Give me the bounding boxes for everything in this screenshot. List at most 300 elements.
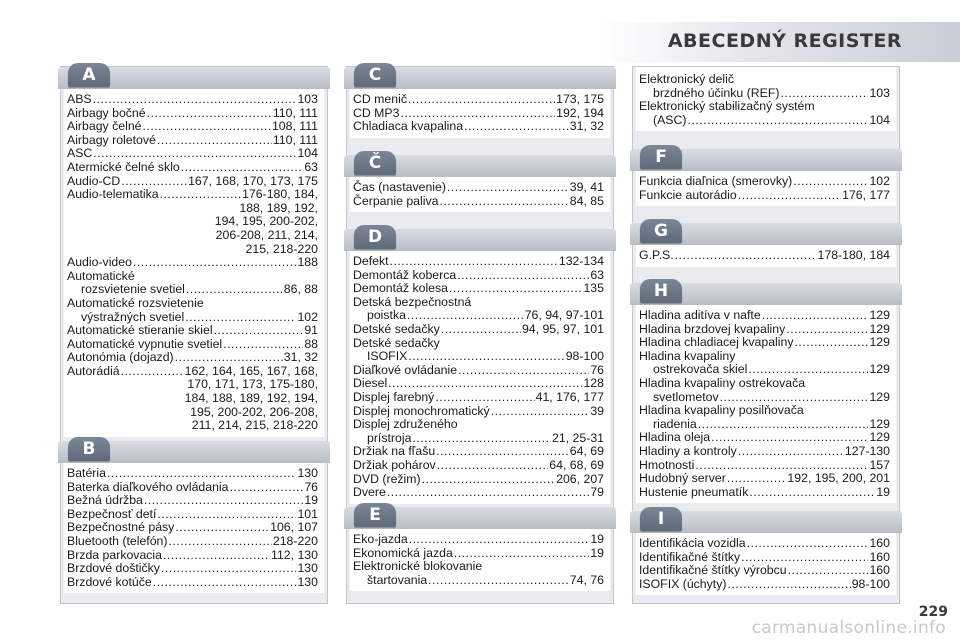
index-entry	[353, 574, 604, 588]
dot-leader	[161, 562, 297, 576]
index-entry-label: Brzdové doštičky	[67, 561, 160, 576]
index-entry-pages: 88	[304, 336, 318, 351]
index-entry-pages: 64, 69	[569, 444, 604, 459]
dot-leader	[449, 282, 582, 296]
index-entry	[67, 93, 318, 107]
dot-leader	[408, 350, 564, 364]
index-entry-label: Audio-video	[67, 255, 132, 270]
dot-leader	[390, 255, 558, 269]
section-e-continued-entries	[636, 67, 896, 131]
index-entry-heading: Elektronické blokovanie	[353, 559, 483, 574]
index-entry-pages: 39	[590, 403, 604, 418]
index-entry	[353, 120, 604, 134]
index-entry	[67, 175, 318, 189]
dot-leader	[153, 576, 297, 590]
dot-leader	[437, 459, 549, 473]
dot-leader	[133, 256, 297, 270]
dot-leader	[720, 391, 869, 405]
index-entry-pages: 86, 88	[283, 282, 318, 297]
dot-leader	[93, 147, 296, 161]
index-entry	[353, 377, 604, 391]
index-entry-pages: 167, 168, 170, 173, 175	[188, 173, 318, 188]
index-entry-heading: Automatické	[67, 268, 135, 283]
index-entry-pages: 192, 195, 200, 201	[787, 471, 890, 486]
dot-leader	[447, 181, 569, 195]
section-d-entries	[350, 251, 610, 504]
index-entry-label: Hladiny a kontroly	[639, 443, 737, 458]
dot-leader	[436, 445, 569, 459]
index-entry	[67, 351, 318, 365]
dot-leader	[698, 418, 869, 432]
index-entry-label: brzdného účinku (REF)	[653, 85, 780, 100]
index-entry-label: CD menič	[353, 92, 407, 106]
index-entry-label: Identifikačné štítky	[639, 549, 741, 564]
index-entry-pages: 39, 41	[569, 180, 604, 194]
index-entry-pages: 160	[869, 549, 890, 564]
index-entry-pages: 74, 76	[569, 572, 604, 587]
section-b-letter: B	[68, 437, 110, 461]
section-g	[633, 223, 899, 267]
dot-leader	[121, 175, 187, 189]
dot-leader	[738, 445, 844, 459]
dot-leader	[387, 486, 590, 500]
section-h-entries	[636, 305, 896, 503]
section-b	[61, 441, 327, 593]
dot-leader	[780, 87, 868, 101]
dot-leader	[157, 508, 296, 522]
section-a-header	[58, 67, 330, 89]
index-entry-pages: 129	[869, 389, 890, 404]
index-entry-pages: 218-220	[272, 533, 318, 548]
index-entry-pages: 91	[304, 323, 318, 338]
dot-leader	[727, 578, 850, 592]
index-entry-label: Diesel	[353, 376, 388, 391]
index-entry-heading: Detské sedačky	[353, 335, 440, 350]
index-entry-pages: 31, 32	[283, 350, 318, 365]
section-c-caron	[347, 155, 613, 212]
index-entry-label: Hladina oleja	[639, 430, 711, 445]
index-entry	[353, 432, 604, 446]
index-entry-pages: 63	[590, 267, 604, 282]
index-entry-pages: 130	[297, 574, 318, 589]
index-entry-pages: 21, 25-31	[552, 430, 604, 445]
index-entry-label: Držiak pohárov	[353, 457, 436, 472]
index-entry-label: Eko-jazda	[353, 532, 408, 546]
index-entry	[639, 537, 890, 551]
index-entry-heading: Elektronický stabilizačný systém	[639, 99, 815, 114]
dot-leader	[795, 336, 869, 350]
section-f-header	[630, 149, 902, 171]
index-entry-pages: 176-180, 184,	[242, 187, 318, 202]
index-entry	[353, 195, 604, 209]
index-entry-pages: 132-134	[558, 254, 604, 268]
index-entry-pages: 178-180, 184	[817, 248, 890, 262]
index-entry-pages: 108, 111	[271, 119, 318, 134]
index-entry	[639, 431, 890, 445]
index-entry-heading: Elektronický delič	[639, 72, 734, 86]
index-entry	[353, 282, 604, 296]
index-entry-pages-continued: 170, 171, 173, 175-180,	[187, 377, 318, 392]
index-entry-label: Detské sedačky	[353, 321, 440, 336]
index-entry-pages-continued: 188, 189, 192,	[239, 200, 318, 215]
index-entry	[67, 521, 318, 535]
dot-leader	[749, 486, 875, 500]
index-entry	[639, 445, 890, 459]
section-b-header	[58, 441, 330, 463]
index-entry-label: Atermické čelné sklo	[67, 159, 180, 174]
section-d	[347, 229, 613, 504]
index-entry	[353, 459, 604, 473]
index-entry-pages: 192, 194	[556, 105, 604, 120]
index-entry	[67, 576, 318, 590]
index-entry	[67, 134, 318, 148]
index-entry-label: Hladina brzdovej kvapaliny	[639, 321, 786, 336]
index-entry-pages: 103	[297, 92, 318, 106]
index-entry-pages: 157	[869, 457, 890, 472]
index-entry	[67, 549, 318, 563]
index-entry	[67, 324, 318, 338]
section-f-entries	[636, 171, 896, 206]
dot-leader	[457, 269, 589, 283]
dot-leader	[214, 324, 304, 338]
index-entry-pages: 112, 130	[271, 547, 318, 562]
index-entry-label: G.P.S.	[639, 248, 674, 262]
section-b-entries	[64, 463, 324, 593]
section-g-entries	[636, 245, 896, 267]
dot-leader	[143, 120, 271, 134]
index-entry-heading: Displej združeného	[353, 417, 458, 432]
index-entry	[639, 336, 890, 350]
index-entry-pages: 129	[869, 416, 890, 431]
index-entry-label: štartovania	[367, 572, 428, 587]
index-entry-label: Hmotnosti	[639, 457, 695, 472]
section-g-header	[630, 223, 902, 245]
section-e-header	[344, 507, 616, 529]
index-entry-label: Dvere	[353, 485, 386, 500]
index-entry-label: riadenia	[653, 416, 697, 431]
section-i-entries	[636, 533, 896, 595]
index-entry-label: prístroja	[367, 430, 412, 445]
section-e	[347, 507, 613, 591]
dot-leader	[163, 549, 270, 563]
index-entry	[67, 338, 318, 352]
dot-leader	[181, 161, 304, 175]
index-entry-pages: 98-100	[851, 576, 890, 591]
index-entry-label: Demontáž kolesa	[353, 281, 449, 296]
section-h-header	[630, 283, 902, 305]
index-entry-pages: 103	[869, 85, 890, 100]
index-entry-pages: 135	[583, 281, 604, 296]
section-i	[633, 511, 899, 595]
index-entry-pages: 19	[590, 545, 604, 560]
index-entry-pages: 63	[304, 159, 318, 174]
index-entry-label: ABS	[67, 92, 92, 106]
index-entry-label: Hladina aditíva v nafte	[639, 308, 761, 322]
index-entry-label: Batéria	[67, 466, 106, 480]
index-entry	[67, 535, 318, 549]
dot-leader	[400, 107, 555, 121]
index-entry-pages: 129	[869, 321, 890, 336]
index-entry-label: ASC	[67, 146, 93, 161]
section-h-letter: H	[640, 279, 682, 303]
index-entry-pages: 110, 111	[272, 132, 318, 147]
index-entry-pages: 102	[297, 309, 318, 324]
index-entry	[67, 283, 318, 297]
index-entry-pages: 129	[869, 362, 890, 377]
index-entry-pages: 104	[297, 146, 318, 161]
section-a-entries	[64, 89, 324, 437]
section-d-header	[344, 229, 616, 251]
index-entry-label: Hladina chladiacej kvapaliny	[639, 335, 794, 350]
dot-leader	[186, 283, 283, 297]
section-d-letter: D	[354, 225, 396, 249]
dot-leader	[157, 134, 272, 148]
index-entry	[353, 391, 604, 405]
dot-leader	[175, 351, 283, 365]
index-column-1	[60, 66, 328, 604]
index-entry	[639, 551, 890, 565]
index-entry-pages: 176, 177	[842, 187, 890, 202]
index-entry	[353, 255, 604, 269]
index-entry-label: ostrekovača skiel	[653, 362, 748, 377]
index-entry-label: svetlometov	[653, 389, 719, 404]
index-entry-heading: Hladina kvapaliny ostrekovača	[639, 375, 806, 390]
dot-leader	[409, 533, 590, 547]
dot-leader	[762, 309, 869, 323]
index-entry-label: Brzdové kotúče	[67, 574, 152, 589]
dot-leader	[727, 472, 787, 486]
index-entry-pages: 64, 68, 69	[549, 457, 604, 472]
section-e-letter: E	[354, 503, 396, 527]
index-entry-pages-continued: 206-208, 211, 214,	[215, 227, 318, 242]
dot-leader	[160, 188, 242, 202]
dot-leader	[422, 473, 555, 487]
index-entry	[639, 189, 890, 203]
index-entry-label: poistka	[367, 308, 406, 323]
index-entry	[353, 405, 604, 419]
index-entry-label: Ekonomická jazda	[353, 545, 453, 560]
index-entry-label: Bezpečnostné pásy	[67, 520, 175, 535]
index-entry-label: Diaľkové ovládanie	[353, 362, 458, 377]
dot-leader	[107, 467, 297, 481]
dot-leader	[412, 432, 551, 446]
index-entry	[639, 363, 890, 377]
index-entry	[639, 323, 890, 337]
index-entry-label: Automatické stieranie skiel	[67, 323, 213, 338]
index-entry	[639, 418, 890, 432]
index-entry-label: Baterka diaľkového ovládania	[67, 479, 229, 494]
section-c-caron-header	[344, 155, 616, 177]
index-entry-label: Brzda parkovacia	[67, 547, 163, 562]
dot-leader	[147, 107, 272, 121]
index-entry-label: Autorádiá	[67, 363, 120, 378]
index-entry-heading: Hladina kvapaliny posilňovača	[639, 403, 804, 418]
index-entry-label: DVD (režim)	[353, 471, 421, 486]
section-e-continued	[633, 67, 899, 131]
index-entry-pages-continued: 211, 214, 215, 218-220	[191, 418, 318, 433]
index-entry-pages: 102	[869, 174, 890, 188]
index-entry-pages: 76	[304, 479, 318, 494]
index-entry-pages: 101	[297, 506, 318, 521]
index-entry-label: Audio-CD	[67, 173, 121, 188]
index-entry	[353, 350, 604, 364]
index-entry-label: ISOFIX	[367, 349, 408, 364]
index-entry-label: Demontáž koberca	[353, 267, 457, 282]
index-entry	[639, 309, 890, 323]
index-entry-label: Airbagy čelné	[67, 119, 142, 134]
dot-leader	[439, 195, 568, 209]
index-entry-label: Čerpanie paliva	[353, 193, 439, 208]
section-f-letter: F	[640, 145, 682, 169]
index-entry	[67, 256, 318, 270]
index-entry	[639, 391, 890, 405]
index-entry-label: Hudobný server	[639, 471, 726, 486]
index-entry-label: Automatické vypnutie svetiel	[67, 336, 223, 351]
index-entry-label: rozsvietenie svetiel	[81, 282, 185, 297]
index-column-3	[632, 66, 900, 604]
section-c	[347, 67, 613, 138]
index-entry-label: výstražných svetiel	[81, 309, 185, 324]
index-entry-pages: 79	[590, 485, 604, 500]
index-entry	[639, 175, 890, 189]
dot-leader	[687, 114, 868, 128]
page-number: 229	[918, 604, 948, 620]
index-column-2	[346, 66, 614, 604]
index-entry-pages: 129	[869, 308, 890, 322]
index-entry-label: Audio-telematika	[67, 187, 159, 202]
index-entry	[67, 161, 318, 175]
index-entry-label: Airbagy bočné	[67, 105, 146, 120]
section-h	[633, 283, 899, 503]
index-entry	[67, 147, 318, 161]
index-entry-label: Identifikačné štítky výrobcu	[639, 563, 787, 578]
index-entry	[353, 269, 604, 283]
index-entry-label: Displej monochromatický	[353, 403, 490, 418]
index-entry-label: Defekt	[353, 254, 389, 268]
index-entry	[67, 107, 318, 121]
index-entry	[67, 494, 318, 508]
dot-leader	[464, 120, 569, 134]
dot-leader	[491, 405, 590, 419]
index-entry	[67, 188, 318, 202]
index-entry-pages: 130	[297, 466, 318, 480]
index-entry-pages: 127-130	[844, 443, 890, 458]
index-entry-label: Hustenie pneumatík	[639, 484, 749, 499]
section-a	[61, 67, 327, 437]
dot-leader	[407, 309, 524, 323]
index-entry-pages: 162, 164, 165, 167, 168,	[184, 363, 318, 378]
dot-leader	[786, 323, 868, 337]
index-entry-label: Držiak na fľašu	[353, 444, 436, 459]
index-entry	[639, 459, 890, 473]
section-c-caron-entries	[350, 177, 610, 212]
index-entry	[353, 323, 604, 337]
index-entry-label: Displej farebný	[353, 389, 435, 404]
dot-leader	[454, 547, 590, 561]
watermark: carmanualsonline.info	[751, 618, 946, 638]
index-entry-pages: 129	[869, 430, 890, 445]
index-entry	[67, 365, 318, 379]
index-entry	[353, 486, 604, 500]
index-entry-pages: 129	[869, 335, 890, 350]
index-entry-pages: 160	[869, 536, 890, 550]
index-entry-heading: Automatické rozsvietenie	[67, 295, 204, 310]
index-entry-label: Identifikácia vozidla	[639, 536, 746, 550]
dot-leader	[428, 574, 569, 588]
section-i-letter: I	[640, 507, 682, 531]
index-entry-label: Bežná údržba	[67, 493, 143, 508]
index-entry-pages: 19	[590, 532, 604, 546]
index-entry-pages: 41, 176, 177	[535, 389, 604, 404]
dot-leader	[711, 431, 868, 445]
index-entry	[639, 564, 890, 578]
dot-leader	[223, 338, 303, 352]
index-entry-pages: 206, 207	[556, 471, 604, 486]
index-entry	[639, 249, 890, 263]
section-e-entries	[350, 529, 610, 591]
dot-leader	[435, 391, 534, 405]
index-entry	[67, 120, 318, 134]
index-entry-label: CD MP3	[353, 105, 400, 120]
index-entry-pages: 160	[869, 563, 890, 578]
index-entry-heading: Hladina kvapaliny	[639, 348, 736, 363]
dot-leader	[738, 189, 841, 203]
dot-leader	[695, 459, 868, 473]
index-entry-pages: 130	[297, 561, 318, 576]
index-entry-pages: 106, 107	[270, 520, 318, 535]
index-entry-pages-continued: 215, 218-220	[245, 241, 318, 256]
section-c-header	[344, 67, 616, 89]
index-entry	[67, 467, 318, 481]
dot-leader	[93, 93, 297, 107]
section-i-header	[630, 511, 902, 533]
index-entry	[353, 181, 604, 195]
section-g-letter: G	[640, 219, 682, 243]
index-entry-label: ISOFIX (úchyty)	[639, 576, 727, 591]
index-entry-pages-continued: 195, 200-202, 206-208,	[190, 404, 318, 419]
index-entry-pages-continued: 184, 188, 189, 192, 194,	[184, 391, 318, 406]
index-entry-label: Autonómia (dojazd)	[67, 350, 174, 365]
page-title: ABECEDNÝ REGISTER	[667, 30, 902, 52]
dot-leader	[185, 311, 296, 325]
dot-leader	[144, 494, 303, 508]
index-entry-label: (ASC)	[653, 112, 687, 127]
dot-leader	[748, 363, 868, 377]
section-c-letter: C	[354, 63, 396, 87]
index-entry	[353, 93, 604, 107]
dot-leader	[741, 551, 868, 565]
index-entry	[67, 311, 318, 325]
dot-leader	[408, 93, 555, 107]
section-c-entries	[350, 89, 610, 138]
index-entry-label: Funkcia diaľnica (smerovky)	[639, 174, 793, 188]
index-entry	[639, 114, 890, 128]
index-entry	[639, 578, 890, 592]
dot-leader	[675, 249, 817, 263]
section-f	[633, 149, 899, 206]
dot-leader	[169, 535, 272, 549]
index-entry	[353, 473, 604, 487]
section-a-letter: A	[68, 63, 110, 87]
index-entry-pages: 173, 175	[556, 92, 604, 106]
index-entry-label: Bluetooth (telefón)	[67, 533, 168, 548]
index-entry	[353, 364, 604, 378]
index-entry	[353, 309, 604, 323]
index-entry-label: Čas (nastavenie)	[353, 180, 446, 194]
index-entry	[639, 472, 890, 486]
index-entry-pages: 104	[869, 112, 890, 127]
index-entry-heading: Detská bezpečnostná	[353, 294, 472, 309]
